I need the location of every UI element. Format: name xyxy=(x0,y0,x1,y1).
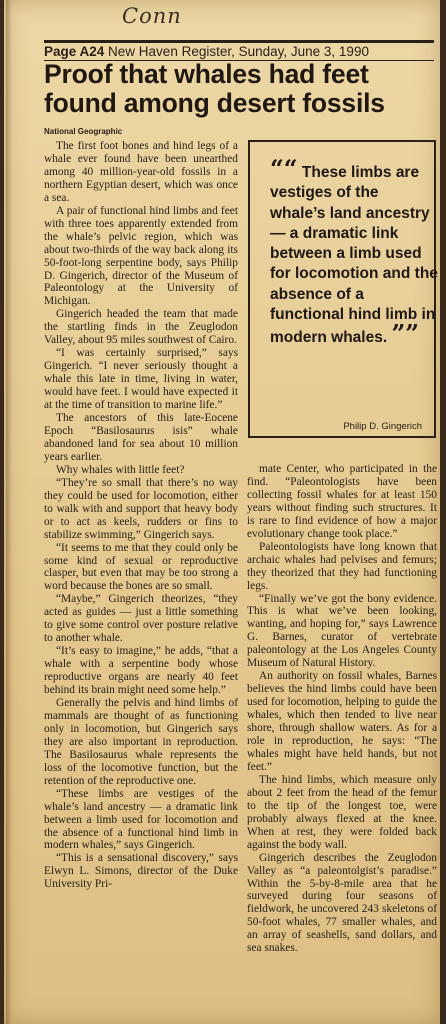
article-paragraph: A pair of functional hind limbs and feet with three toes apparently extended from the whale’s pelvic region, which was about two-thirds of the way back along its 50-foot-long serpentine body, says Philip D. Gingerich, director of the Museum of Paleontology at the University of Michigan. xyxy=(44,204,238,308)
newspaper-clipping xyxy=(4,0,440,1024)
pull-quote-box xyxy=(248,140,436,438)
dateline xyxy=(44,40,434,61)
page-number: Page A24 xyxy=(44,44,105,59)
pull-quote-text xyxy=(270,154,438,349)
article-paragraph: Why whales with little feet? xyxy=(56,463,185,476)
article-paragraph: “I was certainly surprised,” says Gingerich. “I never seriously thought a whale this late in time, living in water, would have feet. I would have expected it at the time of transition to marine life.” xyxy=(44,347,238,412)
article-paragraph: mate Center, who participated in the find. “Paleontologists have been collecting fossil whales for at least 150 years without finding such structures. It is rare to find evidence of how a major evolutionary change took place.” xyxy=(247,463,437,540)
article-paragraph: An authority on fossil whales, Barnes believes the hind limbs could have been used for locomotion, helping to guide the whales, which then tended to live near shore, through shallow waters. As for a role in reproduction, he says: “The whales might have held hands, but not feet.” xyxy=(247,670,437,773)
pull-quote-body: These limbs are vestiges of the whale’s land ancestry — a dramatic link between a limb used for locomotion and the absence of a functional hind limb in modern whales. xyxy=(270,164,438,347)
pull-quote-attribution: Philip D. Gingerich xyxy=(343,421,422,432)
article-column-left xyxy=(44,140,238,891)
byline-credit: National Geographic xyxy=(44,127,123,136)
article-paragraph: Gingerich describes the Zeuglodon Valley as “a paleontolgist’s paradise.” Within the 5-by-8-mile area that he surveyed during four seasons of fieldwork, he uncovered 243 skeletons of 50-foot whales, 77 smaller whales, and an array of seashells, sand dollars, and sea snakes. xyxy=(247,851,437,955)
article-column-right xyxy=(247,463,437,955)
article-paragraph: “Maybe,” Gingerich theorizes, “they acted as guides — just a little something to give some control over posture relative to another whale. xyxy=(44,593,238,645)
publication-date: New Haven Register, Sunday, June 3, 1990 xyxy=(104,44,369,59)
article-paragraph: Gingerich headed the team that made the startling finds in the Zeuglodon Valley, about 95 miles southwest of Cairo. xyxy=(44,308,238,347)
headline: Proof that whales had feet found among desert fossils xyxy=(44,59,385,118)
article-paragraph: “Finally we’ve got the bony evidence. This is what we’ve been looking, wanting, and hoping for,” says Lawrence G. Barnes, curator of vertebrate paleontology at the Los Angeles County Museum of Natural History. xyxy=(247,592,437,670)
article-paragraph: “It seems to me that they could only be some kind of sexual or reproductive clasper, but even that may be too strong a word because the bones are so small. xyxy=(44,541,238,593)
handwritten-note: Conn xyxy=(122,4,182,28)
article-paragraph: “This is a sensational discovery,” says Elwyn L. Simons, director of the Duke University Pri- xyxy=(44,852,238,891)
article-paragraph: The hind limbs, which measure only about 2 feet from the head of the femur to the tip of the longest toe, were probably always flexed at the knee. When at rest, they were folded back against the body wall. xyxy=(247,773,437,851)
article-paragraph: Paleontologists have long known that archaic whales had pelvises and femurs; they theorized that they had functioning legs. xyxy=(247,540,437,592)
article-paragraph: Generally the pelvis and hind limbs of mammals are thought of as functioning only in locomotion, but Gingerich says they are also important in reproduction. The Basilosaurus whale represents the loss of the locomotive function, but the retention of the reproductive one. xyxy=(44,696,238,787)
close-quote-mark: ”” xyxy=(391,319,420,349)
article-paragraph: The first foot bones and hind legs of a whale ever found have been unearthed among 40 million-year-old fossils in a northern Egyptian desert, which was once a sea. xyxy=(44,140,238,204)
article-paragraph: The ancestors of this late-Eocene Epoch “Basilosaurus isis” whale abandoned land for sea about 10 million years earlier. xyxy=(44,412,238,463)
fold-shadow xyxy=(6,0,12,1024)
article-paragraph: “It’s easy to imagine,” he adds, “that a whale with a serpentine body whose reproductive organs are nearly 40 feet behind its brain might need some help.” xyxy=(44,645,238,697)
article-paragraph: “They’re so small that there’s no way they could be used for locomotion, either to walk with and support that heavy body or to act as keels, rudders or fins to stabilize swimming,” Gingerich says. xyxy=(44,476,238,541)
article-paragraph: “These limbs are vestiges of the whale’s land ancestry — a dramatic link between a limb used for locomotion and the absence of a functional hind limb in modern whales,” says Gingerich. xyxy=(44,787,238,852)
open-quote-mark: ““ xyxy=(270,154,298,183)
